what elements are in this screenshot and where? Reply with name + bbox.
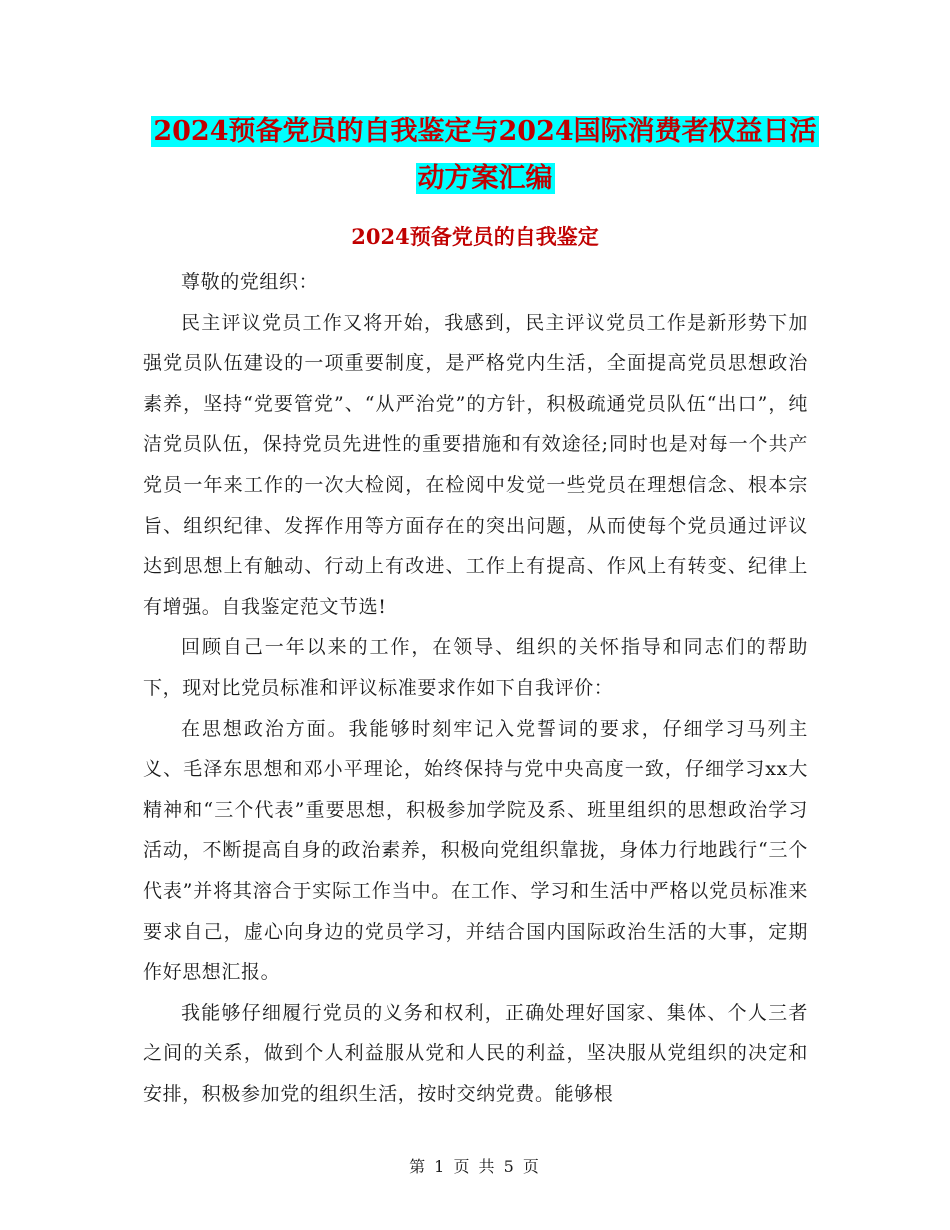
- page-footer: 第 1 页 共 5 页: [409, 1157, 541, 1176]
- document-body: [143, 262, 808, 1114]
- paragraph: 回顾自己一年以来的工作，在领导、组织的关怀指导和同志们的帮助下，现对比党员标准和评议标准要求作如下自我评价：: [143, 636, 808, 699]
- paragraph: 在思想政治方面。我能够时刻牢记入党誓词的要求，仔细学习马列主义、毛泽东思想和邓小平理论，始终保持与党中央高度一致，仔细学习xx大精神和“三个代表”重要思想，积极参加学院及系、班里组织的思想政治学习活动，不断提高自身的政治素养，积极向党组织靠拢，身体力行地践行“三个代表”并将其溶合于实际工作当中。在工作、学习和生活中严格以党员标准来要求自己，虚心向身边的党员学习，并结合国内国际政治生活的大事，定期作好思想汇报。: [143, 717, 808, 984]
- paragraph: 我能够仔细履行党员的义务和权利，正确处理好国家、集体、个人三者之间的关系，做到个人利益服从党和人民的利益，坚决服从党组织的决定和安排，积极参加党的组织生活，按时交纳党费。能够根: [143, 1001, 808, 1105]
- title-line-2: 动方案汇编: [417, 163, 553, 194]
- document-title: [140, 108, 830, 202]
- title-line-1: 2024预备党员的自我鉴定与2024国际消费者权益日活: [153, 116, 817, 147]
- section-title: 2024预备党员的自我鉴定: [351, 224, 599, 249]
- paragraph: 民主评议党员工作又将开始，我感到，民主评议党员工作是新形势下加强党员队伍建设的一项重要制度，是严格党内生活，全面提高党员思想政治素养，坚持“党要管党”、“从严治党”的方针，积极疏通党员队伍“出口”，纯洁党员队伍，保持党员先进性的重要措施和有效途径;同时也是对每一个共产党员一年来工作的一次大检阅，在检阅中发觉一些党员在理想信念、根本宗旨、组织纪律、发挥作用等方面存在的突出问题，从而使每个党员通过评议达到思想上有触动、行动上有改进、工作上有提高、作风上有转变、纪律上有增强。自我鉴定范文节选!: [143, 311, 808, 618]
- salutation: 尊敬的党组织：: [181, 271, 319, 293]
